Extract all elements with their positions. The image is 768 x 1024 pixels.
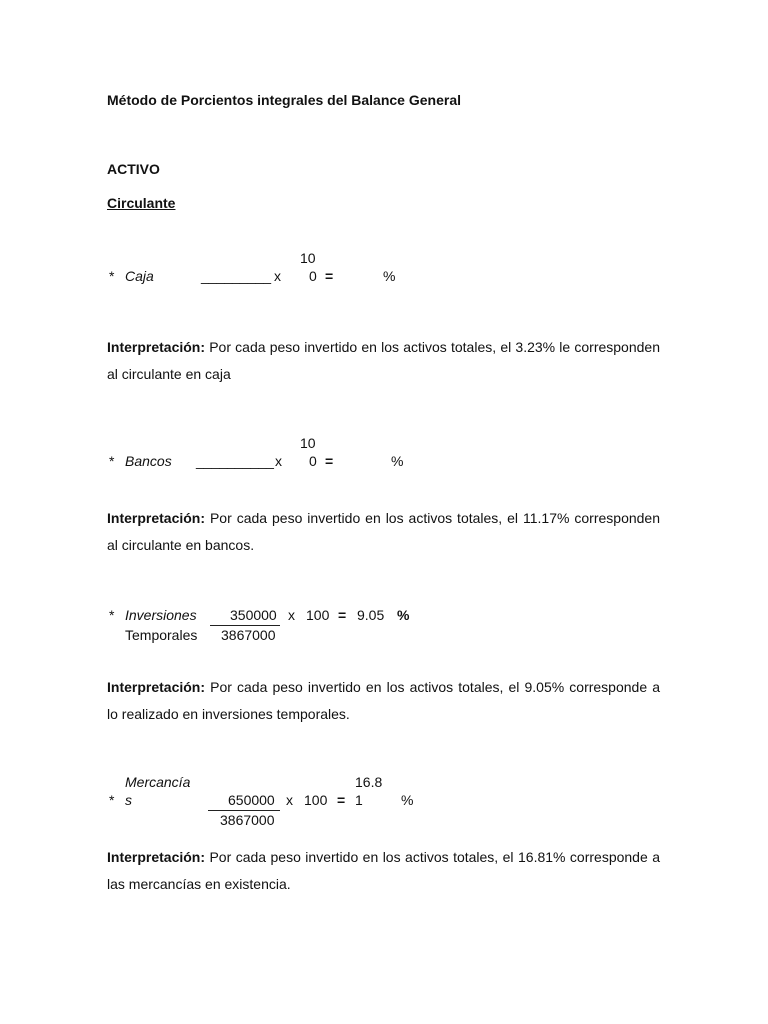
interpretation-paragraph	[107, 505, 660, 559]
formula-label: Caja	[125, 268, 154, 284]
equals-sign: =	[337, 792, 346, 808]
equals-sign: =	[325, 453, 334, 469]
result-value: 9.05	[357, 607, 385, 623]
subsection-heading: Circulante	[107, 195, 176, 211]
times-sign: x	[274, 268, 281, 284]
denominator: 3867000	[220, 812, 275, 828]
interpretation-paragraph	[107, 674, 660, 728]
interpretation-text: Por cada peso invertido en los activos totales, el 9.05% corresponde a lo realizado en inversiones temporales.	[107, 679, 660, 722]
percent-sign: %	[391, 453, 404, 469]
document-title: Método de Porcientos integrales del Balance General	[107, 92, 461, 108]
bullet: *	[109, 453, 115, 469]
hundred-top: 10	[300, 250, 316, 266]
hundred: 100	[304, 792, 328, 808]
blank-line: _________	[201, 268, 272, 284]
interpretation-label: Interpretación:	[107, 339, 206, 355]
hundred-bottom: 0	[309, 453, 317, 469]
bullet: *	[109, 268, 115, 284]
times-sign: x	[286, 792, 293, 808]
result-value-top: 16.8	[355, 774, 383, 790]
fraction-bar	[208, 810, 280, 811]
bullet: *	[109, 607, 115, 623]
interpretation-text: Por cada peso invertido en los activos totales, el 16.81% corresponde a las mercancías en existencia.	[107, 849, 660, 892]
percent-sign: %	[397, 607, 410, 623]
percent-sign: %	[383, 268, 396, 284]
bullet: *	[109, 792, 115, 808]
hundred-bottom: 0	[309, 268, 317, 284]
interpretation-label: Interpretación:	[107, 510, 206, 526]
hundred: 100	[306, 607, 330, 623]
interpretation-paragraph	[107, 334, 660, 388]
section-heading: ACTIVO	[107, 161, 160, 177]
times-sign: x	[288, 607, 295, 623]
numerator: 650000	[228, 792, 275, 808]
formula-label-continued: s	[125, 792, 132, 808]
times-sign: x	[275, 453, 282, 469]
formula-label: Bancos	[125, 453, 172, 469]
interpretation-label: Interpretación:	[107, 679, 206, 695]
formula-label: Mercancía	[125, 774, 191, 790]
fraction-bar	[210, 625, 280, 626]
equals-sign: =	[338, 607, 347, 623]
hundred-top: 10	[300, 435, 316, 451]
interpretation-paragraph	[107, 844, 660, 898]
denominator: 3867000	[221, 627, 276, 643]
percent-sign: %	[401, 792, 414, 808]
interpretation-text: Por cada peso invertido en los activos totales, el 11.17% corresponden al circulante en bancos.	[107, 510, 660, 553]
formula-label: Inversiones	[125, 607, 197, 623]
equals-sign: =	[325, 268, 334, 284]
formula-label-continued: Temporales	[125, 627, 198, 643]
result-value-bottom: 1	[355, 792, 363, 808]
interpretation-text: Por cada peso invertido en los activos totales, el 3.23% le corresponden al circulante en caja	[107, 339, 660, 382]
numerator: 350000	[230, 607, 277, 623]
interpretation-label: Interpretación:	[107, 849, 206, 865]
blank-line: __________	[196, 453, 274, 469]
